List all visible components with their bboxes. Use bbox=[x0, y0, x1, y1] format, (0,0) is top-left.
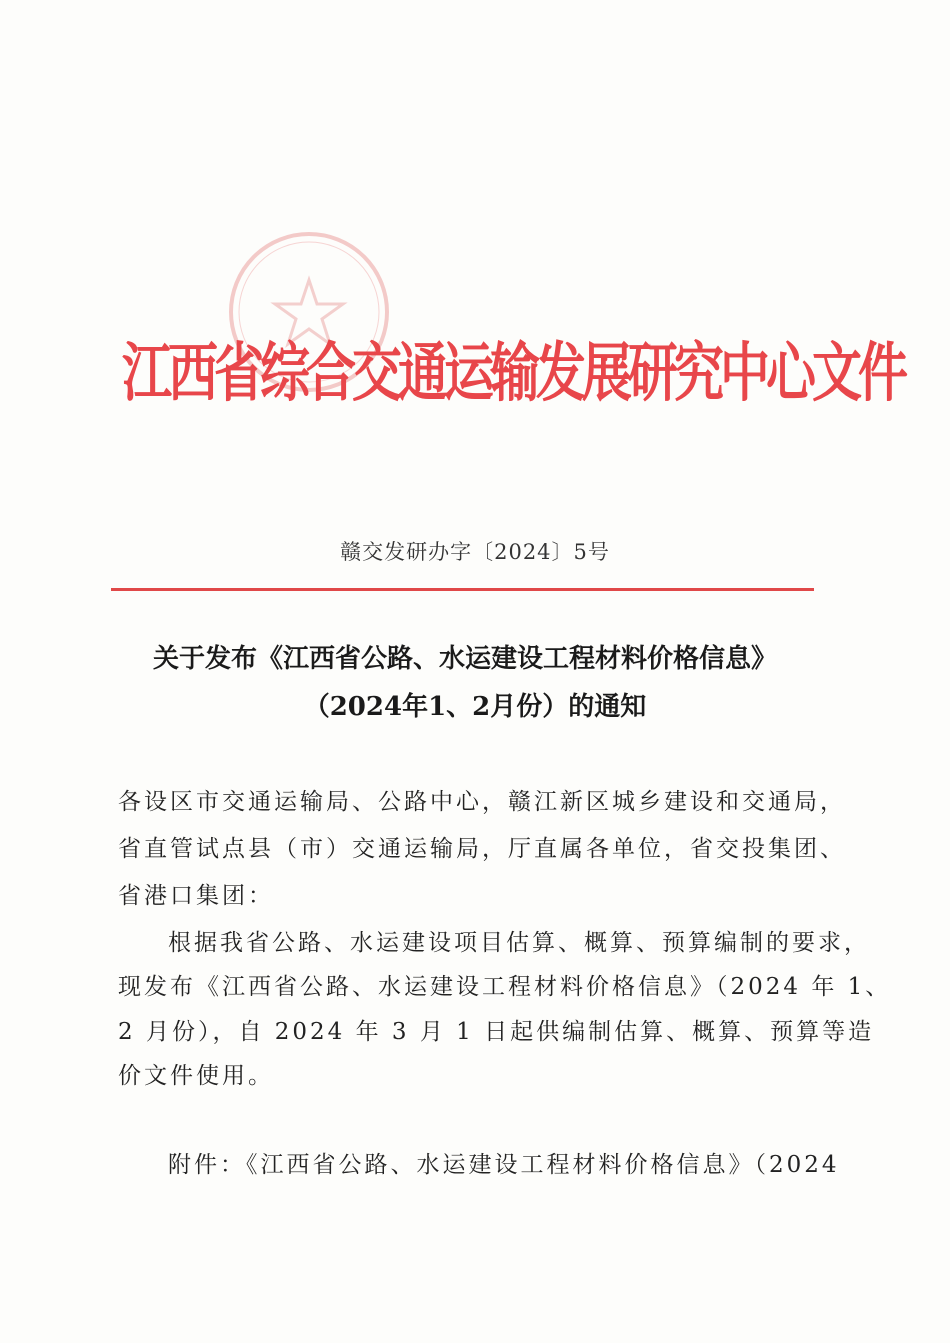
notice-title-line-1: 关于发布《江西省公路、水运建设工程材料价格信息》 bbox=[152, 644, 777, 674]
recipients-line-3: 省港口集团： bbox=[118, 883, 274, 909]
document-number: 赣交发研办字〔2024〕5号 bbox=[340, 540, 610, 564]
recipients-line-1: 各设区市交通运输局、公路中心，赣江新区城乡建设和交通局， bbox=[118, 789, 846, 815]
attachment-line: 附件：《江西省公路、水运建设工程材料价格信息》（2024 bbox=[168, 1152, 840, 1178]
body-paragraph-line-4: 价文件使用。 bbox=[118, 1063, 274, 1089]
body-paragraph-line-1: 根据我省公路、水运建设项目估算、概算、预算编制的要求， bbox=[168, 930, 870, 956]
notice-title-line-2: （2024年1、2月份）的通知 bbox=[303, 692, 647, 722]
issuing-authority-title: 江西省综合交通运输发展研究中心文件 bbox=[122, 335, 904, 411]
body-paragraph-line-3: 2 月份），自 2024 年 3 月 1 日起供编制估算、概算、预算等造 bbox=[118, 1019, 875, 1045]
body-paragraph-line-2: 现发布《江西省公路、水运建设工程材料价格信息》（2024 年 1、 bbox=[118, 974, 892, 1000]
red-divider-rule bbox=[111, 588, 814, 591]
recipients-line-2: 省直管试点县（市）交通运输局，厅直属各单位，省交投集团、 bbox=[118, 836, 846, 862]
